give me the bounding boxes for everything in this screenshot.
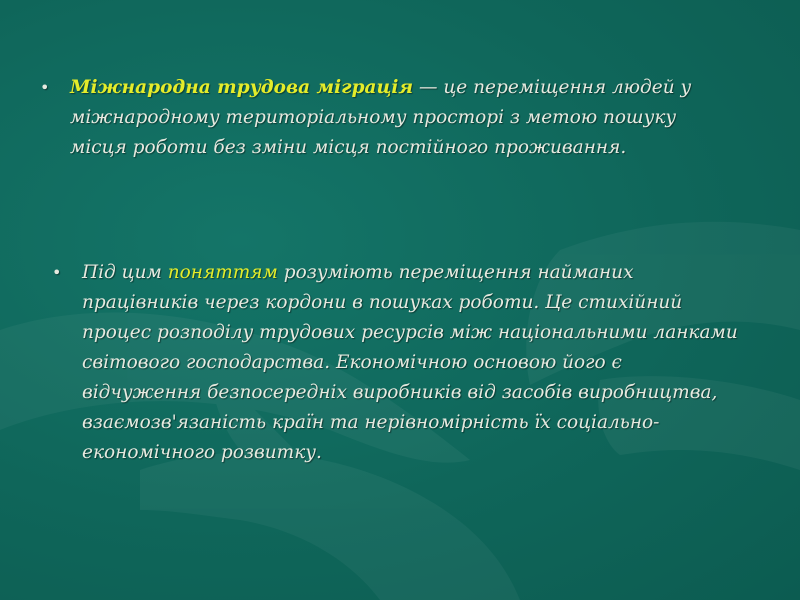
term-highlight: Міжнародна трудова міграція bbox=[70, 77, 414, 98]
text-after: розуміють переміщення найманих працівників через кордони в пошуках роботи. Це стихійний процес розподілу трудових ресурсів між національними ланками світового господарства. Економічною основою його є відчуження безпосередніх виробників від засобів виробництва, взаємозв'язаність країн та нерівномірність їх соціально-економічного розвитку. bbox=[82, 262, 738, 463]
bullet-point-concept-explanation bbox=[52, 258, 742, 468]
definition-text: — це переміщення людей у міжнародному територіальному просторі з метою пошуку місця роботи без зміни місця постійного проживання. bbox=[70, 77, 692, 158]
bullet-text bbox=[40, 73, 720, 163]
text-before: Під цим bbox=[82, 262, 168, 283]
word-highlight: поняттям bbox=[167, 262, 278, 283]
bullet-icon: • bbox=[52, 263, 62, 282]
bullet-icon: • bbox=[40, 78, 50, 97]
bullet-text bbox=[52, 258, 742, 468]
bullet-point-migration-definition bbox=[40, 73, 720, 163]
